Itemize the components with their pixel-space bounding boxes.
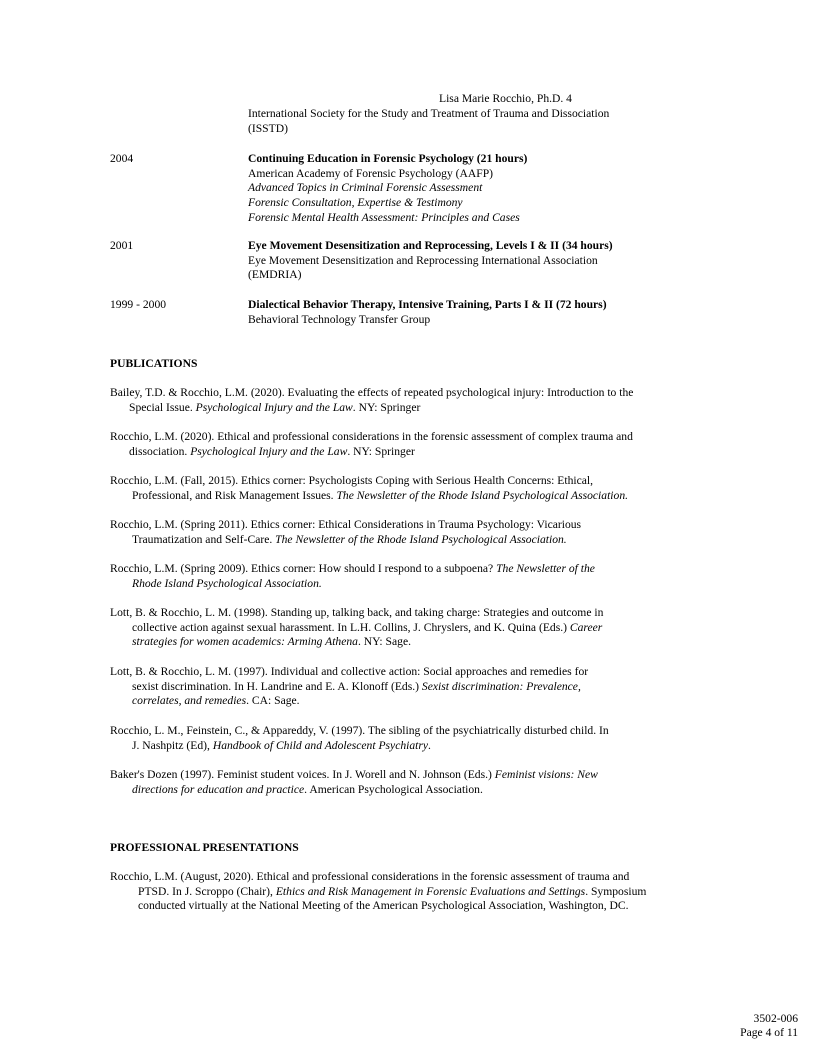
- publication-entry: [110, 518, 710, 547]
- publication-line: Rocchio, L.M. (Spring 2009). Ethics corner: How should I respond to a subpoena? The Newsletter of the: [110, 562, 595, 575]
- publication-line: correlates, and remedies. CA: Sage.: [132, 694, 300, 708]
- publication-line: Rocchio, L. M., Feinstein, C., & Appareddy, V. (1997). The sibling of the psychiatrically disturbed child. In: [110, 724, 609, 737]
- publication-line: dissociation. Psychological Injury and the Law. NY: Springer: [129, 444, 415, 458]
- education-year: 2004: [110, 152, 134, 165]
- education-org-line: (ISSTD): [248, 121, 288, 135]
- publication-line: Rocchio, L.M. (Spring 2011). Ethics corner: Ethical Considerations in Trauma Psychology: Vicarious: [110, 518, 582, 531]
- publication-entry: [110, 386, 710, 415]
- publication-line: Baker's Dozen (1997). Feminist student voices. In J. Worell and N. Johnson (Eds.) Feminist visions: New: [110, 768, 598, 781]
- publication-line: strategies for women academics: Arming Athena. NY: Sage.: [132, 635, 411, 649]
- publication-line: Bailey, T.D. & Rocchio, L.M. (2020). Evaluating the effects of repeated psychological injury: Introduction to the: [110, 386, 634, 399]
- publication-line: Rocchio, L.M. (2020). Ethical and professional considerations in the forensic assessment of complex trauma and: [110, 430, 633, 443]
- publication-line: Rocchio, L.M. (Fall, 2015). Ethics corner: Psychologists Coping with Serious Health Concerns: Ethical,: [110, 474, 594, 487]
- publication-line: Lott, B. & Rocchio, L. M. (1997). Individual and collective action: Social approaches and remedies for: [110, 665, 589, 678]
- publication-entry: [110, 562, 710, 591]
- presentation-line: PTSD. In J. Scroppo (Chair), Ethics and Risk Management in Forensic Evaluations and Settings. Symposium: [138, 884, 647, 898]
- publication-entry: [110, 724, 710, 753]
- publication-line: collective action against sexual harassment. In L.H. Collins, J. Chryslers, and K. Quina (Eds.) Career: [132, 620, 603, 634]
- education-title: Dialectical Behavior Therapy, Intensive Training, Parts I & II (72 hours): [248, 298, 607, 311]
- presentation-line: Rocchio, L.M. (August, 2020). Ethical and professional considerations in the forensic assessment of trauma and: [110, 870, 630, 883]
- publication-line: Special Issue. Psychological Injury and the Law. NY: Springer: [129, 400, 421, 414]
- publication-line: Traumatization and Self-Care. The Newsletter of the Rhode Island Psychological Association.: [132, 532, 567, 546]
- education-org-line: (EMDRIA): [248, 268, 302, 282]
- publication-entry: [110, 768, 710, 797]
- education-year: 2001: [110, 239, 134, 252]
- publication-line: Rhode Island Psychological Association.: [132, 576, 322, 590]
- education-year: 1999 - 2000: [110, 298, 167, 311]
- publication-line: directions for education and practice. American Psychological Association.: [132, 782, 483, 796]
- publication-entry: [110, 430, 710, 459]
- education-title: Continuing Education in Forensic Psychology (21 hours): [248, 152, 528, 165]
- education-org: American Academy of Forensic Psychology (AAFP): [248, 166, 494, 180]
- education-title: Eye Movement Desensitization and Reprocessing, Levels I & II (34 hours): [248, 239, 613, 252]
- publication-line: sexist discrimination. In H. Landrine and E. A. Klonoff (Eds.) Sexist discrimination: Prevalence,: [132, 679, 581, 693]
- publications-heading: PUBLICATIONS: [110, 357, 198, 370]
- education-org-line: Eye Movement Desensitization and Reprocessing International Association: [248, 253, 598, 267]
- education-course: Forensic Consultation, Expertise & Testimony: [248, 196, 463, 210]
- education-org: Behavioral Technology Transfer Group: [248, 312, 431, 326]
- document-code: 3502-006: [753, 1012, 798, 1025]
- presentation-line: conducted virtually at the National Meeting of the American Psychological Association, Washington, DC.: [138, 899, 629, 913]
- page-number: Page 4 of 11: [740, 1026, 798, 1039]
- presentation-entry: [110, 870, 810, 914]
- publication-line: Lott, B. & Rocchio, L. M. (1998). Standing up, talking back, and taking charge: Strategies and outcome in: [110, 606, 604, 619]
- running-head: Lisa Marie Rocchio, Ph.D. 4: [439, 92, 572, 105]
- publication-entry: [110, 606, 710, 650]
- publication-line: Professional, and Risk Management Issues. The Newsletter of the Rhode Island Psychological Association.: [132, 488, 629, 502]
- publication-entry: [110, 665, 710, 709]
- publication-line: J. Nashpitz (Ed), Handbook of Child and Adolescent Psychiatry.: [132, 738, 431, 752]
- publication-entry: [110, 474, 710, 503]
- education-org-line: International Society for the Study and Treatment of Trauma and Dissociation: [248, 107, 610, 120]
- education-course: Advanced Topics in Criminal Forensic Assessment: [248, 181, 483, 195]
- education-course: Forensic Mental Health Assessment: Principles and Cases: [248, 210, 520, 224]
- presentations-heading: PROFESSIONAL PRESENTATIONS: [110, 841, 299, 854]
